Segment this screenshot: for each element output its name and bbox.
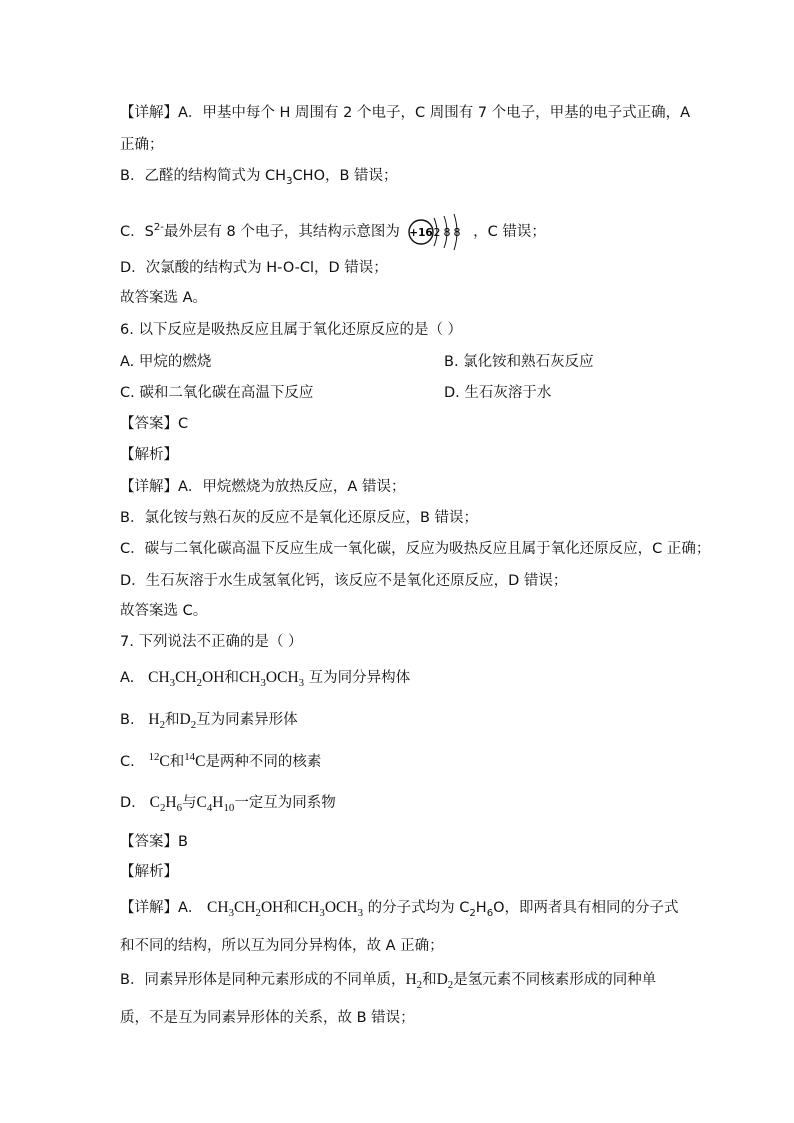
q6-detail-b: B．氯化铵与熟石灰的反应不是氧化还原反应，B 错误； <box>120 510 479 526</box>
shell-3-electrons: 8 <box>453 226 461 239</box>
q7-option-a: A. $CH_3CH_2OH$和$CH_3OCH_3$ 互为同分异构体 <box>120 669 411 690</box>
q7-option-c: C. $^{12}$C和$^{14}$C是两种不同的核素 <box>120 750 322 770</box>
q7-detail-a: 【详解】A． $CH_3CH_2OH$和$CH_3OCH_3$ 的分子式均为 $C_2H_6O$，即两者具有相同的分子式 <box>120 899 679 920</box>
q7-detail-a-cont: 和不同的结构，所以互为同分异构体，故 A 正确； <box>120 938 444 954</box>
q6-detail-a: 【详解】A．甲烷燃烧为放热反应，A 错误； <box>120 479 406 495</box>
q7-detail-b: B．同素异形体是同种元素形成的不同单质，$H_2$和$D_2$是氢元素不同核素形成的同种单 <box>120 971 657 992</box>
q6-option-d: D. 生石灰溶于水 <box>444 385 552 401</box>
q6-answer: 【答案】C <box>120 416 189 432</box>
q6-analysis-heading: 【解析】 <box>120 447 178 463</box>
answer-conclusion-5: 故答案选 A。 <box>120 290 208 306</box>
detail-line-c: C．$S^{2-}$最外层有 8 个电子，其结构示意图为 +16 2 8 8 ，C 错误； <box>120 210 546 254</box>
detail-line-b: B．乙醛的结构简式为 $CH_3CHO$，B 错误； <box>120 168 398 187</box>
shell-1-electrons: 2 <box>433 226 441 239</box>
q6-option-c: C. 碳和二氧化碳在高温下反应 <box>120 385 314 401</box>
detail-line-a-cont: 正确； <box>120 137 164 153</box>
q7-option-b: B. $H_2$和$D_2$互为同素异形体 <box>120 711 298 732</box>
q7-detail-b-cont: 质，不是互为同素异形体的关系，故 B 错误； <box>120 1010 415 1026</box>
nucleus-label: +16 <box>408 227 433 239</box>
q7-answer: 【答案】B <box>120 834 188 850</box>
shell-2-electrons: 8 <box>443 226 451 239</box>
sulfide-ion-structure-diagram <box>407 210 467 254</box>
q6-detail-d: D．生石灰溶于水生成氢氧化钙，该反应不是氧化还原反应，D 错误； <box>120 573 568 589</box>
q7-option-d: D. $C_2H_6$与$C_4H_{10}$一定互为同系物 <box>120 794 336 815</box>
q6-option-b: B. 氯化铵和熟石灰反应 <box>444 354 594 370</box>
q6-conclusion: 故答案选 C。 <box>120 603 208 619</box>
q6-option-a: A. 甲烷的燃烧 <box>120 354 212 370</box>
question-7-stem: 7. 下列说法不正确的是（ ） <box>120 634 303 650</box>
question-6-stem: 6. 以下反应是吸热反应且属于氧化还原反应的是（ ） <box>120 322 463 338</box>
q7-analysis-heading: 【解析】 <box>120 864 178 880</box>
q6-detail-c: C．碳与二氧化碳高温下反应生成一氧化碳，反应为吸热反应且属于氧化还原反应，C 正确； <box>120 541 711 557</box>
detail-line-a: 【详解】A．甲基中每个 H 周围有 2 个电子，C 周围有 7 个电子，甲基的电子式正确，A <box>120 105 691 121</box>
detail-line-d: D．次氯酸的结构式为 H-O-Cl，D 错误； <box>120 260 388 276</box>
